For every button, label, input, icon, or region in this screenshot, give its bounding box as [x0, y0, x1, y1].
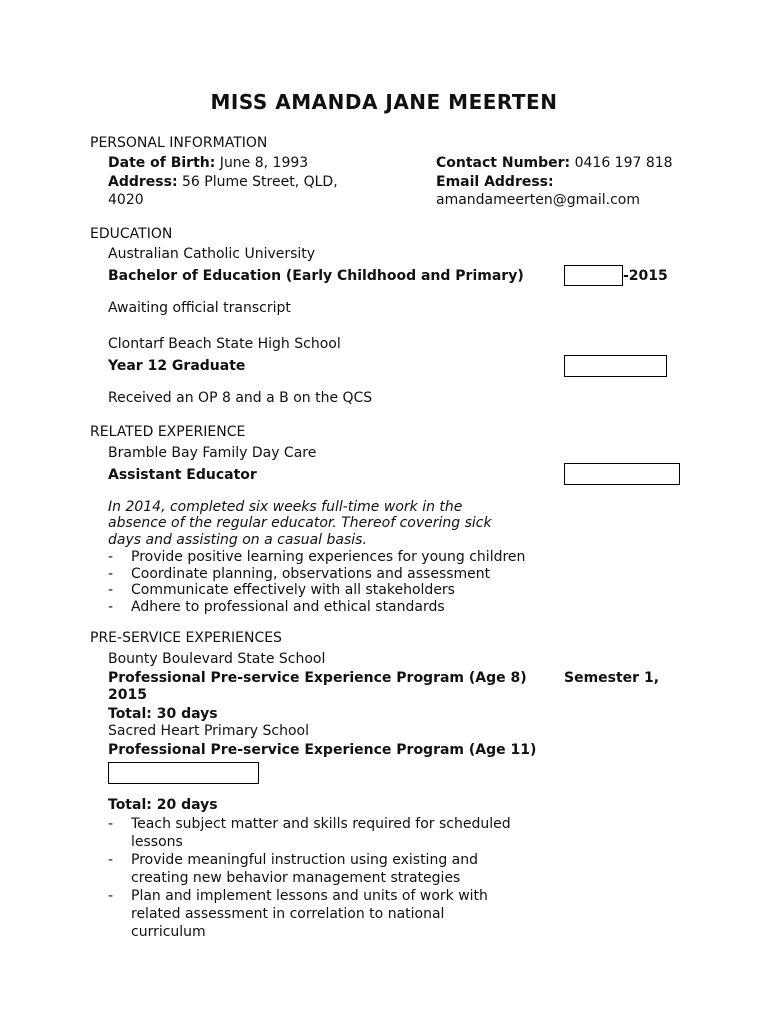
- date-field-box-1: [564, 265, 623, 286]
- section-heading-preservice: PRE-SERVICE EXPERIENCES: [90, 630, 282, 646]
- preservice-school-1: Bounty Boulevard State School: [108, 651, 326, 667]
- preservice-bullet-cont: related assessment in correlation to national: [131, 906, 445, 922]
- dob-label: Date of Birth:: [108, 155, 216, 171]
- bullet-dash: -: [108, 888, 114, 904]
- experience-description-line: In 2014, completed six weeks full-time work in the: [108, 499, 463, 515]
- preservice-school-2: Sacred Heart Primary School: [108, 723, 310, 739]
- preservice-date-1: Semester 1,: [564, 670, 660, 686]
- bullet-dash: -: [108, 549, 114, 565]
- resume-name: MISS AMANDA JANE MEERTEN: [210, 90, 558, 114]
- preservice-bullet-cont: creating new behavior management strategies: [131, 870, 461, 886]
- experience-bullet: Coordinate planning, observations and assessment: [131, 566, 491, 582]
- preservice-bullet: Provide meaningful instruction using existing and: [131, 852, 478, 868]
- contact-value: 0416 197 818: [570, 155, 673, 171]
- education-institution-1: Australian Catholic University: [108, 246, 316, 262]
- experience-role: Assistant Educator: [108, 467, 257, 483]
- experience-bullet: Provide positive learning experiences for young children: [131, 549, 526, 565]
- preservice-total-1: Total: 30 days: [108, 706, 218, 722]
- preservice-date-1-year: 2015: [108, 687, 147, 703]
- education-qualification-2: Year 12 Graduate: [108, 358, 246, 374]
- address-line2: 4020: [108, 192, 144, 208]
- bullet-dash: -: [108, 582, 114, 598]
- bullet-dash: -: [108, 566, 114, 582]
- section-heading-experience: RELATED EXPERIENCE: [90, 424, 246, 440]
- education-date-suffix-1: -2015: [623, 268, 668, 284]
- preservice-bullet-cont: lessons: [131, 834, 183, 850]
- section-heading-education: EDUCATION: [90, 226, 173, 242]
- contact-row: [436, 155, 673, 172]
- preservice-program-1: Professional Pre-service Experience Program (Age 8): [108, 670, 527, 686]
- bullet-dash: -: [108, 816, 114, 832]
- preservice-total-2: Total: 20 days: [108, 797, 218, 813]
- contact-label: Contact Number:: [436, 155, 571, 171]
- education-qualification-1: Bachelor of Education (Early Childhood and Primary): [108, 268, 524, 284]
- section-heading-personal: PERSONAL INFORMATION: [90, 135, 268, 151]
- education-institution-2: Clontarf Beach State High School: [108, 336, 341, 352]
- address-line1: 56 Plume Street, QLD,: [177, 174, 338, 190]
- experience-bullet: Adhere to professional and ethical standards: [131, 599, 445, 615]
- preservice-bullet-cont: curriculum: [131, 924, 206, 940]
- address-label: Address:: [108, 174, 178, 190]
- experience-employer: Bramble Bay Family Day Care: [108, 445, 317, 461]
- dob-row: [108, 155, 308, 172]
- experience-description-line: days and assisting on a casual basis.: [108, 532, 367, 548]
- education-note-1: Awaiting official transcript: [108, 300, 291, 316]
- bullet-dash: -: [108, 599, 114, 615]
- email-value: amandameerten@gmail.com: [436, 192, 640, 208]
- preservice-bullet: Plan and implement lessons and units of work with: [131, 888, 488, 904]
- address-row: [108, 174, 338, 191]
- preservice-bullet: Teach subject matter and skills required for scheduled: [131, 816, 511, 832]
- experience-bullet: Communicate effectively with all stakeholders: [131, 582, 455, 598]
- experience-description-line: absence of the regular educator. Thereof covering sick: [108, 515, 492, 531]
- date-field-box-3: [564, 463, 680, 485]
- bullet-dash: -: [108, 852, 114, 868]
- date-field-box-2: [564, 355, 667, 377]
- dob-value: June 8, 1993: [215, 155, 309, 171]
- preservice-program-2: Professional Pre-service Experience Program (Age 11): [108, 742, 537, 758]
- date-field-box-4: [108, 762, 259, 784]
- education-note-2: Received an OP 8 and a B on the QCS: [108, 390, 373, 406]
- email-label: Email Address:: [436, 174, 554, 190]
